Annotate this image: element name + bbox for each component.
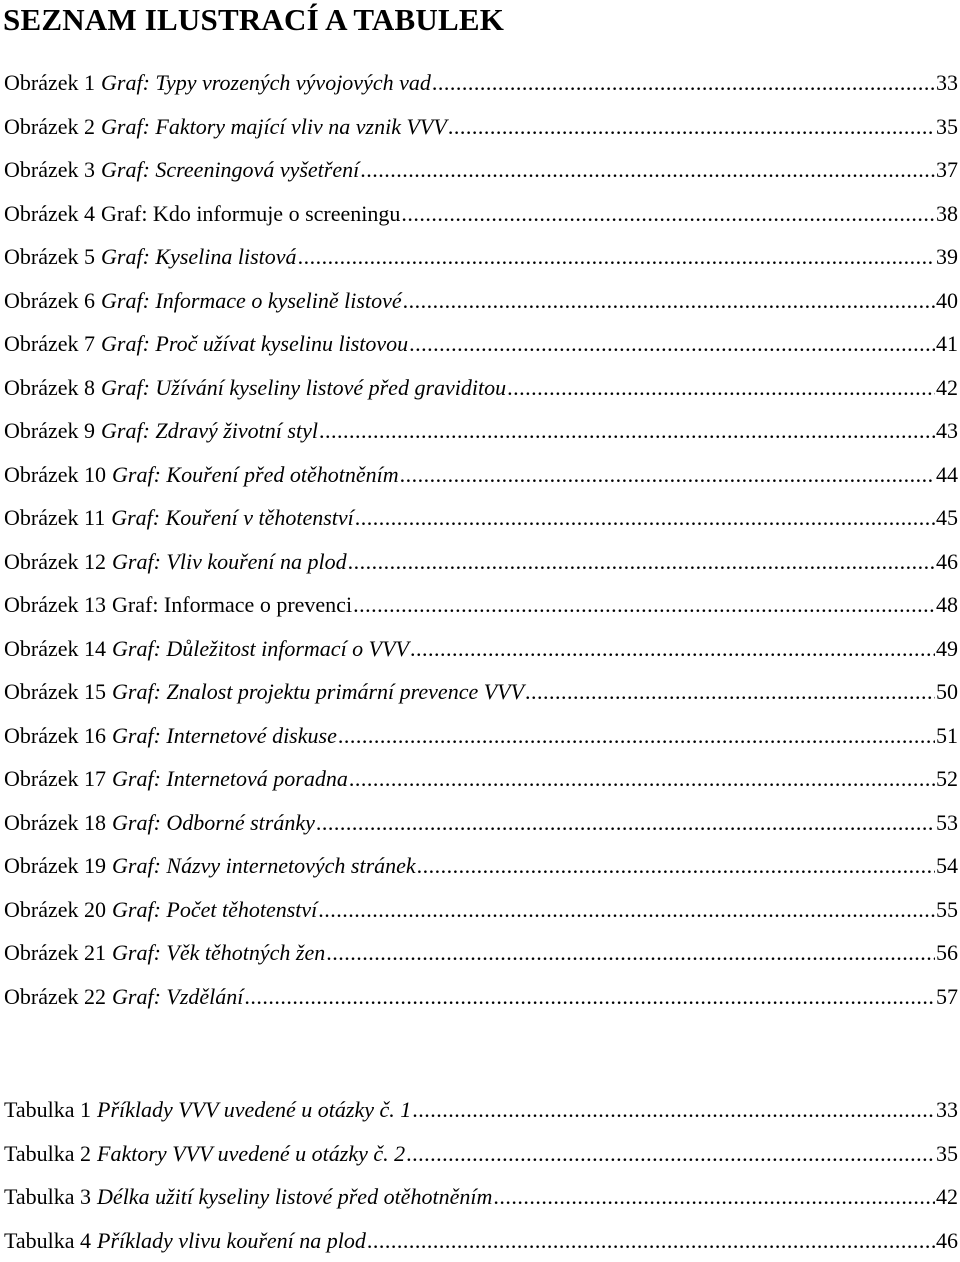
entry-title: Graf: Informace o prevenci xyxy=(106,583,352,627)
entry-title: Příklady VVV uvedené u otázky č. 1 xyxy=(91,1088,411,1132)
figure-entry xyxy=(4,366,958,410)
dot-leader xyxy=(353,583,935,627)
entry-page-number: 33 xyxy=(936,1088,958,1132)
entry-page-number: 56 xyxy=(936,931,958,975)
dot-leader xyxy=(448,105,935,149)
dot-leader xyxy=(298,235,935,279)
entry-title: Graf: Důležitost informací o VVV xyxy=(106,627,409,671)
table-entry xyxy=(4,1088,958,1132)
figure-entry xyxy=(4,888,958,932)
figure-entry xyxy=(4,844,958,888)
entry-label: Tabulka 2 xyxy=(4,1132,91,1176)
dot-leader xyxy=(410,627,935,671)
dot-leader xyxy=(318,888,935,932)
entry-title: Graf: Odborné stránky xyxy=(106,801,315,845)
figure-entry xyxy=(4,496,958,540)
figure-entry xyxy=(4,105,958,149)
figure-entry xyxy=(4,540,958,584)
entry-page-number: 35 xyxy=(936,105,958,149)
entry-label: Obrázek 5 xyxy=(4,235,95,279)
figure-entry xyxy=(4,279,958,323)
figure-entry xyxy=(4,322,958,366)
entry-page-number: 42 xyxy=(936,366,958,410)
entry-page-number: 49 xyxy=(936,627,958,671)
entry-page-number: 55 xyxy=(936,888,958,932)
dot-leader xyxy=(525,670,935,714)
entry-label: Obrázek 2 xyxy=(4,105,95,149)
entry-page-number: 40 xyxy=(936,279,958,323)
entry-page-number: 52 xyxy=(936,757,958,801)
entry-label: Obrázek 16 xyxy=(4,714,106,758)
entry-label: Obrázek 21 xyxy=(4,931,106,975)
entry-label: Obrázek 4 xyxy=(4,192,95,236)
dot-leader xyxy=(348,540,935,584)
entry-label: Obrázek 6 xyxy=(4,279,95,323)
entry-title: Graf: Proč užívat kyselinu listovou xyxy=(95,322,408,366)
figure-entry xyxy=(4,975,958,1019)
entry-title: Graf: Kouření v těhotenství xyxy=(105,496,354,540)
entry-title: Graf: Internetové diskuse xyxy=(106,714,337,758)
dot-leader xyxy=(244,975,935,1019)
entry-label: Obrázek 11 xyxy=(4,496,105,540)
figure-entry xyxy=(4,627,958,671)
entry-title: Graf: Informace o kyselině listové xyxy=(95,279,402,323)
entry-page-number: 57 xyxy=(936,975,958,1019)
figure-entry xyxy=(4,192,958,236)
dot-leader xyxy=(355,496,935,540)
entry-label: Obrázek 19 xyxy=(4,844,106,888)
figure-entry xyxy=(4,670,958,714)
entry-page-number: 54 xyxy=(936,844,958,888)
entry-page-number: 42 xyxy=(936,1175,958,1219)
entry-page-number: 43 xyxy=(936,409,958,453)
figure-entry xyxy=(4,801,958,845)
entry-page-number: 39 xyxy=(936,235,958,279)
entry-label: Obrázek 8 xyxy=(4,366,95,410)
figure-entry xyxy=(4,61,958,105)
table-entry xyxy=(4,1175,958,1219)
entry-label: Tabulka 3 xyxy=(4,1175,91,1219)
entry-title: Graf: Znalost projektu primární prevence VVV xyxy=(106,670,524,714)
dot-leader xyxy=(403,279,935,323)
entry-label: Tabulka 4 xyxy=(4,1219,91,1262)
entry-page-number: 46 xyxy=(936,540,958,584)
entry-page-number: 51 xyxy=(936,714,958,758)
entry-label: Obrázek 20 xyxy=(4,888,106,932)
entry-page-number: 37 xyxy=(936,148,958,192)
dot-leader xyxy=(507,366,935,410)
dot-leader xyxy=(432,61,935,105)
entry-label: Obrázek 1 xyxy=(4,61,95,105)
figure-entry xyxy=(4,931,958,975)
list-of-figures xyxy=(4,61,958,1018)
entry-title: Faktory VVV uvedené u otázky č. 2 xyxy=(91,1132,405,1176)
entry-page-number: 50 xyxy=(936,670,958,714)
figure-entry xyxy=(4,409,958,453)
dot-leader xyxy=(409,322,935,366)
dot-leader xyxy=(406,1132,935,1176)
entry-label: Tabulka 1 xyxy=(4,1088,91,1132)
figure-entry xyxy=(4,757,958,801)
dot-leader xyxy=(326,931,935,975)
entry-title: Graf: Názvy internetových stránek xyxy=(106,844,416,888)
figure-entry xyxy=(4,583,958,627)
dot-leader xyxy=(367,1219,935,1262)
dot-leader xyxy=(412,1088,935,1132)
entry-label: Obrázek 17 xyxy=(4,757,106,801)
dot-leader xyxy=(360,148,935,192)
entry-label: Obrázek 12 xyxy=(4,540,106,584)
dot-leader xyxy=(319,409,935,453)
table-entry xyxy=(4,1132,958,1176)
entry-page-number: 46 xyxy=(936,1219,958,1262)
entry-label: Obrázek 3 xyxy=(4,148,95,192)
entry-title: Graf: Faktory mající vliv na vznik VVV xyxy=(95,105,447,149)
entry-page-number: 48 xyxy=(936,583,958,627)
entry-title: Graf: Vzdělání xyxy=(106,975,243,1019)
entry-label: Obrázek 7 xyxy=(4,322,95,366)
entry-title: Příklady vlivu kouření na plod xyxy=(91,1219,366,1262)
figure-entry xyxy=(4,148,958,192)
entry-title: Graf: Kdo informuje o screeningu xyxy=(95,192,400,236)
entry-title: Graf: Typy vrozených vývojových vad xyxy=(95,61,431,105)
entry-label: Obrázek 10 xyxy=(4,453,106,497)
entry-label: Obrázek 18 xyxy=(4,801,106,845)
dot-leader xyxy=(316,801,935,845)
entry-label: Obrázek 14 xyxy=(4,627,106,671)
entry-label: Obrázek 9 xyxy=(4,409,95,453)
entry-page-number: 35 xyxy=(936,1132,958,1176)
dot-leader xyxy=(400,453,935,497)
entry-title: Graf: Screeningová vyšetření xyxy=(95,148,359,192)
dot-leader xyxy=(417,844,935,888)
entry-label: Obrázek 22 xyxy=(4,975,106,1019)
page-title: SEZNAM ILUSTRACÍ A TABULEK xyxy=(3,0,504,40)
entry-page-number: 38 xyxy=(936,192,958,236)
entry-label: Obrázek 15 xyxy=(4,670,106,714)
figure-entry xyxy=(4,714,958,758)
dot-leader xyxy=(349,757,935,801)
entry-page-number: 53 xyxy=(936,801,958,845)
entry-page-number: 45 xyxy=(936,496,958,540)
figure-entry xyxy=(4,453,958,497)
entry-label: Obrázek 13 xyxy=(4,583,106,627)
entry-page-number: 44 xyxy=(936,453,958,497)
entry-title: Graf: Zdravý životní styl xyxy=(95,409,318,453)
figure-entry xyxy=(4,235,958,279)
dot-leader xyxy=(401,192,935,236)
entry-title: Graf: Kouření před otěhotněním xyxy=(106,453,399,497)
entry-title: Graf: Počet těhotenství xyxy=(106,888,317,932)
dot-leader xyxy=(493,1175,935,1219)
entry-page-number: 41 xyxy=(936,322,958,366)
entry-page-number: 33 xyxy=(936,61,958,105)
table-entry xyxy=(4,1219,958,1262)
entry-title: Graf: Užívání kyseliny listové před graviditou xyxy=(95,366,506,410)
entry-title: Graf: Vliv kouření na plod xyxy=(106,540,347,584)
dot-leader xyxy=(338,714,935,758)
entry-title: Graf: Kyselina listová xyxy=(95,235,297,279)
entry-title: Délka užití kyseliny listové před otěhotněním xyxy=(91,1175,492,1219)
entry-title: Graf: Internetová poradna xyxy=(106,757,348,801)
entry-title: Graf: Věk těhotných žen xyxy=(106,931,325,975)
list-of-tables xyxy=(4,1088,958,1262)
